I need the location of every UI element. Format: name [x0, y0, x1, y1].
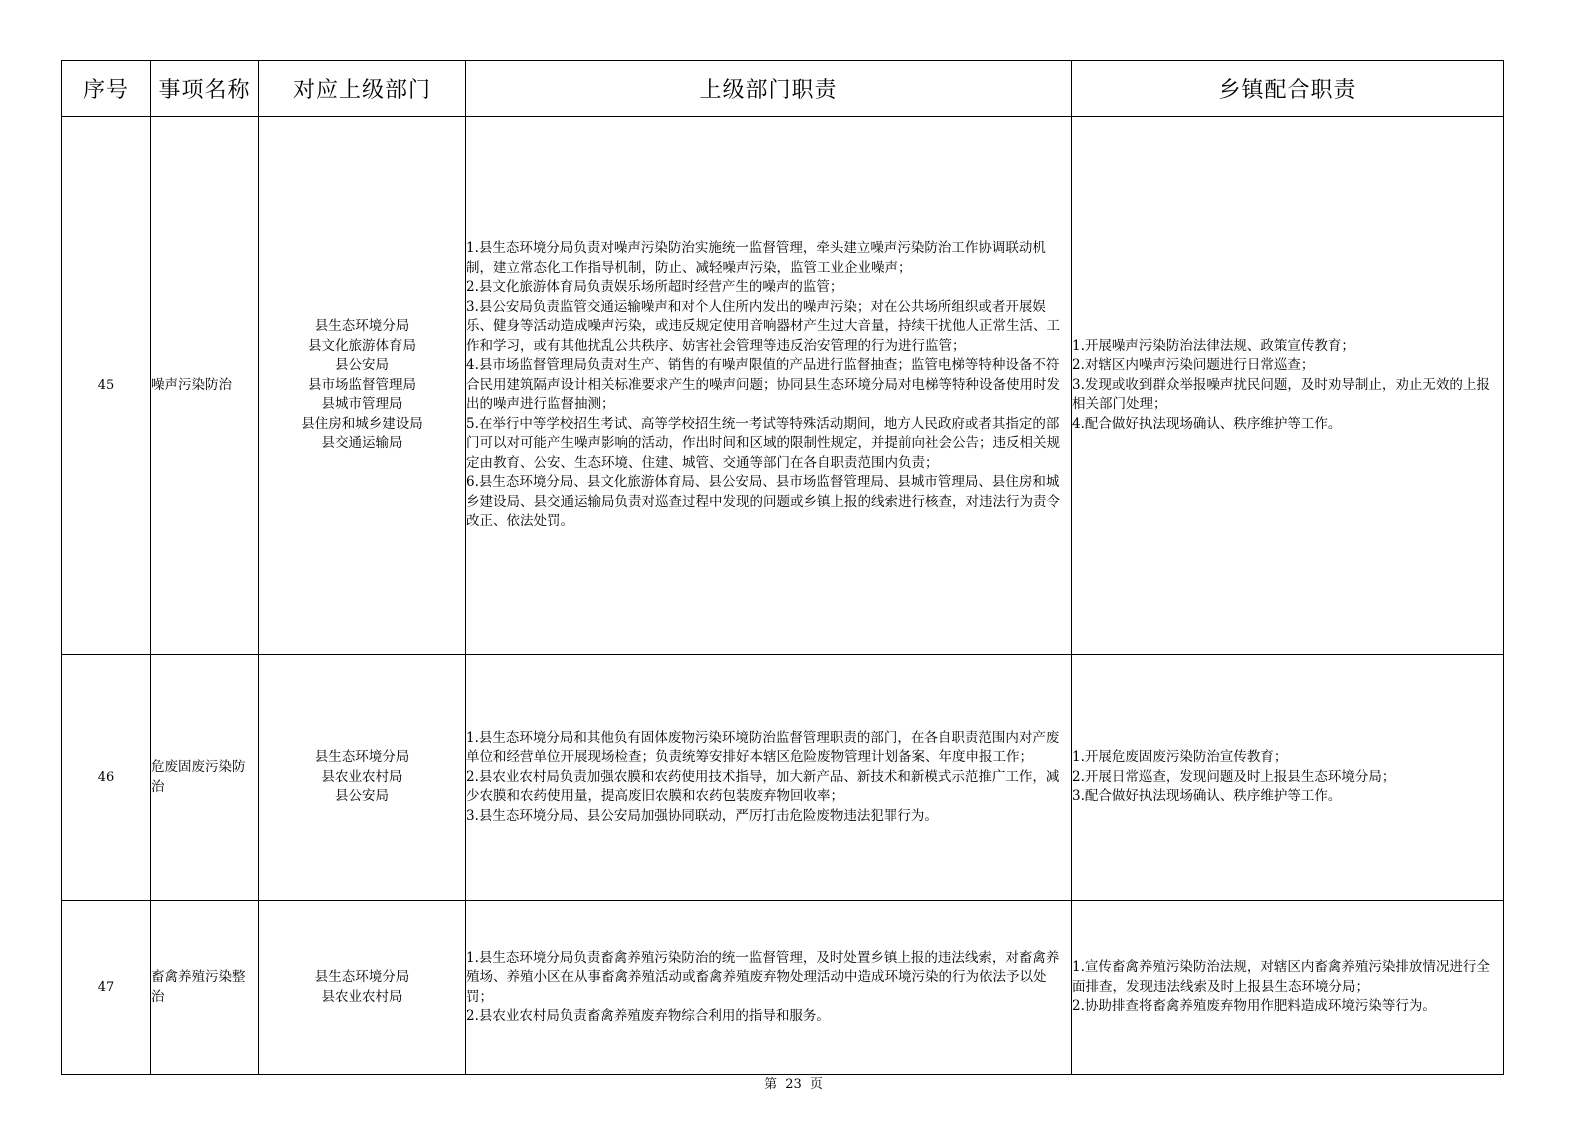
header-town: 乡镇配合职责 [1072, 61, 1504, 117]
duty-item: 1.县生态环境分局负责对噪声污染防治实施统一监督管理，牵头建立噪声污染防治工作协调联动机制，建立常态化工作指导机制，防止、减轻噪声污染，监管工业企业噪声； [466, 240, 1046, 276]
table-header-row [62, 61, 1504, 117]
duty-item: 4.县市场监督管理局负责对生产、销售的有噪声限值的产品进行监督抽查；监管电梯等特种设备不符合民用建筑隔声设计相关标准要求产生的噪声问题；协同县生态环境分局对电梯等特种设备使用时发出的噪声进行监督抽测； [466, 357, 1060, 413]
row-seq: 47 [62, 901, 151, 1075]
page-number [0, 1073, 1587, 1092]
row-duties [466, 901, 1072, 1075]
duty-item: 1.县生态环境分局负责畜禽养殖污染防治的统一监督管理，及时处置乡镇上报的违法线索，对畜禽养殖场、养殖小区在从事畜禽养殖活动或畜禽养殖废弃物处理活动中造成环境污染的行为依法予以处罚； [466, 949, 1060, 1005]
row-seq: 45 [62, 117, 151, 655]
table-row [62, 117, 1504, 655]
town-duty-item: 2.对辖区内噪声污染问题进行日常巡查； [1072, 357, 1315, 374]
duty-item: 1.县生态环境分局和其他负有固体废物污染环境防治监督管理职责的部门，在各自职责范围内对产废单位和经营单位开展现场检查；负责统筹安排好本辖区危险废物管理计划备案、年度申报工作； [466, 729, 1060, 766]
table-row [62, 901, 1504, 1075]
town-duty-item: 4.配合做好执法现场确认、秩序维护等工作。 [1072, 415, 1342, 432]
dept-line: 县市场监督管理局 [308, 376, 416, 393]
dept-line: 县城市管理局 [321, 396, 403, 413]
town-duty-item: 1.宣传畜禽养殖污染防治法规，对辖区内畜禽养殖污染排放情况进行全面排查，发现违法线索及时上报县生态环境分局； [1072, 959, 1490, 995]
dept-line: 县生态环境分局 [314, 749, 410, 766]
header-dept: 对应上级部门 [259, 61, 466, 117]
page-number-prefix: 第 [764, 1077, 778, 1092]
page-number-suffix: 页 [809, 1077, 823, 1092]
duty-item: 3.县生态环境分局、县公安局加强协同联动，严厉打击危险废物违法犯罪行为。 [466, 807, 938, 824]
town-duty-item: 1.开展危废固废污染防治宣传教育； [1072, 749, 1288, 766]
row-town-duties [1072, 655, 1504, 901]
town-duty-item: 1.开展噪声污染防治法律法规、政策宣传教育； [1072, 337, 1355, 354]
header-item-name: 事项名称 [151, 61, 259, 117]
dept-line: 县交通运输局 [321, 435, 403, 452]
row-town-duties [1072, 117, 1504, 655]
duty-item: 2.县农业农村局负责加强农膜和农药使用技术指导，加大新产品、新技术和新模式示范推广工作，减少农膜和农药使用量，提高废旧农膜和农药包装废弃物回收率； [466, 768, 1060, 805]
town-duty-item: 3.配合做好执法现场确认、秩序维护等工作。 [1072, 788, 1342, 805]
row-depts [259, 117, 466, 655]
row-item-name: 畜禽养殖污染整治 [151, 901, 259, 1075]
duty-item: 2.县农业农村局负责畜禽养殖废弃物综合利用的指导和服务。 [466, 1008, 830, 1024]
row-duties [466, 655, 1072, 901]
responsibility-table-sheet [61, 60, 1503, 1075]
duty-item: 3.县公安局负责监管交通运输噪声和对个人住所内发出的噪声污染；对在公共场所组织或者开展娱乐、健身等活动造成噪声污染，或违反规定使用音响器材产生过大音量，持续干扰他人正常生活、工作和学习，或有其他扰乱公共秩序、妨害社会管理等违反治安管理的行为进行监管； [466, 298, 1060, 354]
row-depts [259, 655, 466, 901]
page-number-value: 23 [785, 1077, 802, 1092]
duty-item: 5.在举行中等学校招生考试、高等学校招生统一考试等特殊活动期间，地方人民政府或者其指定的部门可以对可能产生噪声影响的活动，作出时间和区域的限制性规定，并提前向社会公告；违反相关规定由教育、公安、生态环境、住建、城管、交通等部门在各自职责范围内负责； [466, 415, 1060, 471]
duty-item: 6.县生态环境分局、县文化旅游体育局、县公安局、县市场监督管理局、县城市管理局、县住房和城乡建设局、县交通运输局负责对巡查过程中发现的问题或乡镇上报的线索进行核查，对违法行为责令改正、依法处罚。 [466, 474, 1060, 530]
table-row [62, 655, 1504, 901]
dept-line: 县公安局 [335, 788, 389, 805]
dept-line: 县农业农村局 [321, 768, 403, 785]
row-item-name: 噪声污染防治 [151, 117, 259, 655]
header-duty: 上级部门职责 [466, 61, 1072, 117]
header-seq: 序号 [62, 61, 151, 117]
row-town-duties [1072, 901, 1504, 1075]
responsibility-table [61, 60, 1504, 1075]
duty-item: 2.县文化旅游体育局负责娱乐场所超时经营产生的噪声的监管； [466, 279, 844, 296]
dept-line: 县公安局 [335, 357, 389, 374]
row-depts [259, 901, 466, 1075]
town-duty-item: 2.开展日常巡查，发现问题及时上报县生态环境分局； [1072, 768, 1396, 785]
dept-line: 县文化旅游体育局 [308, 337, 416, 354]
row-duties [466, 117, 1072, 655]
dept-line: 县生态环境分局 [314, 318, 410, 335]
town-duty-item: 3.发现或收到群众举报噪声扰民问题，及时劝导制止，劝止无效的上报相关部门处理； [1072, 376, 1490, 413]
dept-line: 县住房和城乡建设局 [301, 415, 423, 432]
town-duty-item: 2.协助排查将畜禽养殖废弃物用作肥料造成环境污染等行为。 [1072, 998, 1436, 1015]
row-item-name: 危废固废污染防治 [151, 655, 259, 901]
dept-line: 县生态环境分局 [314, 969, 410, 985]
row-seq: 46 [62, 655, 151, 901]
dept-line: 县农业农村局 [321, 988, 403, 1005]
